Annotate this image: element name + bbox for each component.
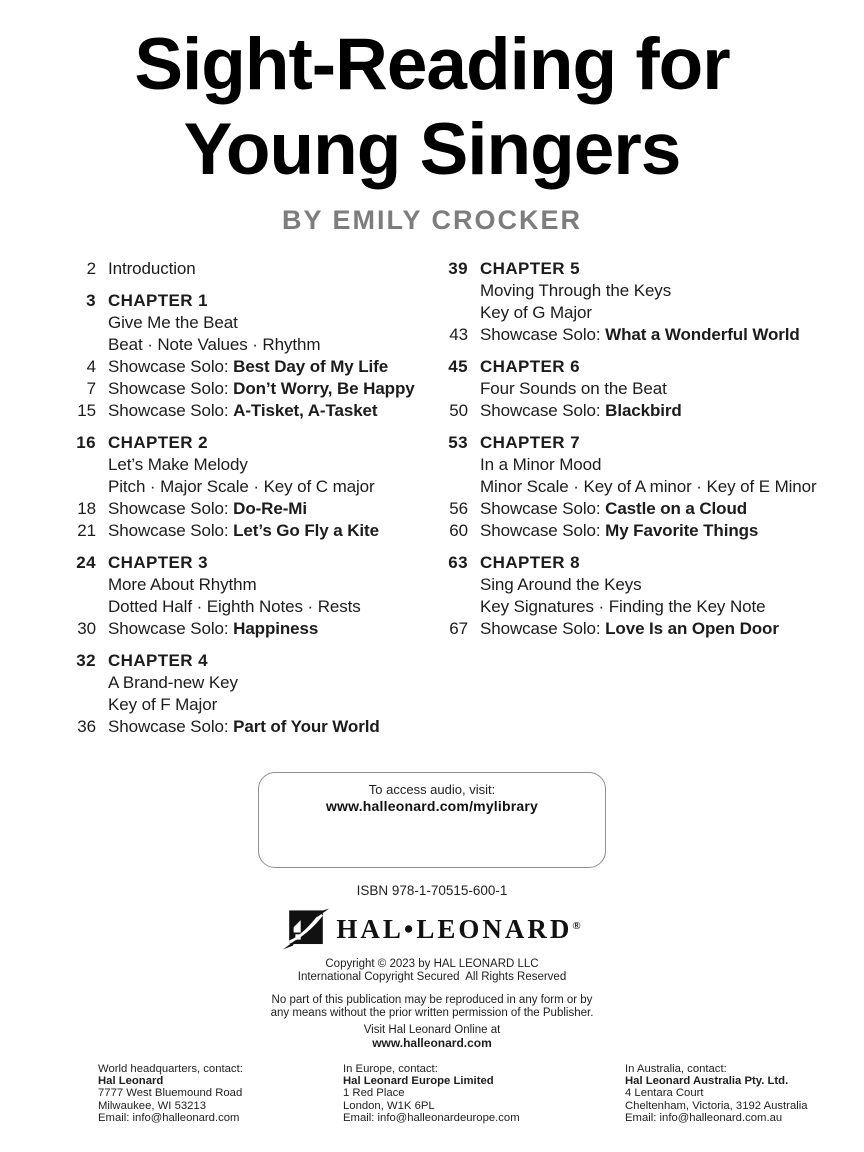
contact-line: 1 Red Place bbox=[343, 1087, 405, 1100]
contact-company-name: Hal Leonard Europe Limited bbox=[343, 1075, 494, 1088]
toc-entry-text: More About Rhythm bbox=[108, 575, 257, 594]
toc-chapter-row bbox=[59, 650, 431, 672]
toc-page-number: 39 bbox=[448, 259, 468, 278]
notice-line-1: No part of this publication may be reproduced in any form or by bbox=[271, 994, 593, 1006]
toc-page-number: 50 bbox=[449, 401, 468, 420]
toc-page-number bbox=[59, 672, 96, 694]
toc-chapter-row bbox=[59, 552, 431, 574]
toc-entry-text: Key of G Major bbox=[480, 303, 592, 322]
solo-song-title: What a Wonderful World bbox=[605, 325, 800, 344]
solo-prefix: Showcase Solo: bbox=[480, 401, 606, 420]
toc-entry-text: Give Me the Beat bbox=[108, 313, 238, 332]
toc-page-number bbox=[431, 596, 468, 618]
toc-page-number bbox=[59, 312, 96, 334]
toc-entry-text: Moving Through the Keys bbox=[480, 281, 672, 300]
toc-group bbox=[431, 432, 844, 542]
toc-page-number: 60 bbox=[449, 521, 468, 540]
toc-entry-row bbox=[59, 258, 431, 280]
toc-page-number: 18 bbox=[77, 499, 96, 518]
toc-page-number: 15 bbox=[77, 401, 96, 420]
toc-page-number: 7 bbox=[86, 379, 96, 398]
toc-page-number: 67 bbox=[449, 619, 468, 638]
toc-entry-text bbox=[108, 498, 307, 520]
toc-page-number bbox=[59, 574, 96, 596]
toc-page-number: 16 bbox=[76, 433, 96, 452]
contact-line: Milwaukee, WI 53213 bbox=[98, 1099, 206, 1112]
toc-column-left bbox=[59, 258, 431, 738]
toc-entry-text bbox=[480, 400, 682, 422]
toc-entry-text bbox=[108, 520, 379, 542]
solo-song-title: Best Day of My Life bbox=[233, 357, 389, 376]
copyright-line-2: International Copyright Secured All Rights Reserved bbox=[297, 971, 567, 983]
toc-solo-row bbox=[59, 716, 431, 738]
toc-page-number bbox=[59, 694, 96, 716]
toc-entry-row bbox=[431, 476, 844, 498]
toc-solo-row bbox=[59, 618, 431, 640]
toc-solo-row bbox=[59, 520, 431, 542]
visit-line: Visit Hal Leonard Online at bbox=[363, 1024, 501, 1036]
hal-leonard-url: www.halleonard.com bbox=[372, 1036, 492, 1050]
toc-entry-row bbox=[431, 280, 844, 302]
toc-entry-row bbox=[59, 476, 431, 498]
toc-entry-text: A Brand-new Key bbox=[108, 673, 238, 692]
toc-solo-row bbox=[59, 378, 431, 400]
toc-entry-text: Beat · Note Values · Rhythm bbox=[108, 335, 321, 354]
toc-entry-text: CHAPTER 8 bbox=[480, 553, 580, 572]
solo-prefix: Showcase Solo: bbox=[108, 401, 234, 420]
toc-entry-row bbox=[431, 574, 844, 596]
toc-group bbox=[59, 552, 431, 640]
toc-page-number: 56 bbox=[449, 499, 468, 518]
author-byline: BY EMILY CROCKER bbox=[281, 205, 583, 235]
toc-entry-text: Introduction bbox=[108, 259, 196, 278]
toc-page-number: 2 bbox=[86, 259, 96, 278]
toc-entry-row bbox=[431, 302, 844, 324]
toc-page-number: 36 bbox=[77, 717, 96, 736]
toc-entry-text: Key Signatures · Finding the Key Note bbox=[480, 597, 766, 616]
visit-online-block bbox=[0, 1024, 864, 1050]
notice-line-2: any means without the prior written permission of the Publisher. bbox=[270, 1007, 594, 1019]
toc-page-number bbox=[431, 476, 468, 498]
toc-solo-row bbox=[59, 498, 431, 520]
solo-prefix: Showcase Solo: bbox=[480, 499, 606, 518]
toc-entry-row bbox=[59, 672, 431, 694]
toc-page-number bbox=[59, 334, 96, 356]
toc-entry-text bbox=[108, 716, 380, 738]
toc-entry-text: Sing Around the Keys bbox=[480, 575, 642, 594]
table-of-contents bbox=[59, 258, 844, 738]
copyright-line-1: Copyright © 2023 by HAL LEONARD LLC bbox=[325, 958, 539, 970]
toc-entry-text: Let’s Make Melody bbox=[108, 455, 248, 474]
title-line-1: Sight-Reading for bbox=[134, 24, 730, 105]
contact-line: London, W1K 6PL bbox=[343, 1099, 435, 1112]
solo-prefix: Showcase Solo: bbox=[108, 379, 234, 398]
toc-solo-row bbox=[431, 618, 844, 640]
solo-prefix: Showcase Solo: bbox=[108, 521, 234, 540]
solo-song-title: Castle on a Cloud bbox=[605, 499, 748, 518]
toc-solo-row bbox=[431, 324, 844, 346]
toc-entry-text bbox=[108, 618, 318, 640]
contact-column bbox=[625, 1063, 808, 1124]
toc-page-number bbox=[431, 378, 468, 400]
contact-column bbox=[343, 1063, 520, 1124]
toc-group bbox=[59, 290, 431, 422]
toc-entry-text: CHAPTER 2 bbox=[108, 433, 208, 452]
toc-chapter-row bbox=[431, 258, 844, 280]
toc-solo-row bbox=[59, 400, 431, 422]
toc-entry-row bbox=[59, 312, 431, 334]
toc-entry-text bbox=[108, 356, 388, 378]
toc-entry-row bbox=[431, 378, 844, 400]
reproduction-notice bbox=[0, 994, 864, 1020]
page-title bbox=[0, 22, 864, 192]
toc-entry-text bbox=[108, 378, 415, 400]
toc-entry-row bbox=[431, 596, 844, 618]
toc-page-number bbox=[431, 454, 468, 476]
solo-song-title: My Favorite Things bbox=[605, 521, 759, 540]
toc-group bbox=[431, 552, 844, 640]
toc-page-number: 45 bbox=[448, 357, 468, 376]
solo-song-title: Don’t Worry, Be Happy bbox=[233, 379, 415, 398]
toc-entry-text: CHAPTER 4 bbox=[108, 651, 208, 670]
toc-entry-text: CHAPTER 6 bbox=[480, 357, 580, 376]
hal-leonard-logo-text bbox=[336, 914, 580, 945]
contact-line: 7777 West Bluemound Road bbox=[98, 1087, 243, 1100]
solo-song-title: Happiness bbox=[233, 619, 319, 638]
solo-prefix: Showcase Solo: bbox=[108, 357, 234, 376]
toc-entry-text: Minor Scale · Key of A minor · Key of E Minor bbox=[480, 477, 817, 496]
audio-access-box bbox=[258, 772, 606, 868]
toc-entry-text: CHAPTER 3 bbox=[108, 553, 208, 572]
solo-song-title: Love Is an Open Door bbox=[605, 619, 779, 638]
contact-column bbox=[98, 1063, 243, 1124]
toc-page-number: 3 bbox=[86, 291, 96, 310]
toc-chapter-row bbox=[431, 356, 844, 378]
solo-prefix: Showcase Solo: bbox=[108, 619, 234, 638]
toc-page-number bbox=[431, 280, 468, 302]
toc-entry-text: Dotted Half · Eighth Notes · Rests bbox=[108, 597, 361, 616]
toc-entry-row bbox=[59, 574, 431, 596]
toc-page-number bbox=[59, 596, 96, 618]
title-line-2: Young Singers bbox=[183, 109, 681, 190]
toc-group bbox=[59, 258, 431, 280]
toc-group bbox=[59, 432, 431, 542]
toc-chapter-row bbox=[59, 432, 431, 454]
solo-song-title: Let’s Go Fly a Kite bbox=[233, 521, 379, 540]
toc-solo-row bbox=[59, 356, 431, 378]
toc-page-number: 43 bbox=[449, 325, 468, 344]
hal-leonard-logo bbox=[0, 907, 864, 951]
toc-solo-row bbox=[431, 520, 844, 542]
hal-leonard-logo-icon bbox=[283, 907, 329, 951]
toc-group bbox=[431, 356, 844, 422]
toc-page-number: 53 bbox=[448, 433, 468, 452]
toc-page-number: 24 bbox=[76, 553, 96, 572]
solo-prefix: Showcase Solo: bbox=[480, 325, 606, 344]
solo-prefix: Showcase Solo: bbox=[480, 619, 606, 638]
toc-entry-row bbox=[59, 454, 431, 476]
contact-heading: In Australia, contact: bbox=[625, 1063, 727, 1075]
contact-heading: World headquarters, contact: bbox=[98, 1063, 243, 1075]
toc-entry-text: Four Sounds on the Beat bbox=[480, 379, 667, 398]
toc-page-number bbox=[59, 476, 96, 498]
toc-entry-row bbox=[431, 454, 844, 476]
toc-entry-text bbox=[480, 520, 758, 542]
solo-song-title: Blackbird bbox=[605, 401, 682, 420]
toc-entry-row bbox=[59, 694, 431, 716]
contact-line: Email: info@halleonardeurope.com bbox=[343, 1111, 520, 1124]
audio-access-label: To access audio, visit: bbox=[368, 782, 496, 797]
toc-page-number bbox=[431, 302, 468, 324]
toc-entry-text bbox=[480, 498, 747, 520]
toc-entry-text: In a Minor Mood bbox=[480, 455, 602, 474]
solo-prefix: Showcase Solo: bbox=[480, 521, 606, 540]
contact-line: 4 Lentara Court bbox=[625, 1087, 704, 1100]
contact-footer bbox=[0, 1063, 864, 1133]
toc-group bbox=[59, 650, 431, 738]
toc-entry-text bbox=[108, 400, 377, 422]
toc-entry-text: CHAPTER 5 bbox=[480, 259, 580, 278]
toc-entry-text bbox=[480, 324, 800, 346]
toc-column-right bbox=[431, 258, 844, 738]
toc-entry-text bbox=[480, 618, 779, 640]
contact-line: Email: info@halleonard.com bbox=[98, 1111, 240, 1124]
toc-entry-row bbox=[59, 596, 431, 618]
toc-page-number: 63 bbox=[448, 553, 468, 572]
toc-page-number: 4 bbox=[86, 357, 96, 376]
copyright-block bbox=[0, 958, 864, 984]
toc-entry-row bbox=[59, 334, 431, 356]
contact-company-name: Hal Leonard Australia Pty. Ltd. bbox=[625, 1075, 789, 1088]
solo-song-title: Part of Your World bbox=[233, 717, 380, 736]
isbn-text: ISBN 978-1-70515-600-1 bbox=[356, 883, 508, 898]
contact-heading: In Europe, contact: bbox=[343, 1063, 438, 1075]
toc-group bbox=[431, 258, 844, 346]
solo-prefix: Showcase Solo: bbox=[108, 717, 234, 736]
logo-wordmark: HAL•LEONARD bbox=[336, 913, 573, 944]
toc-entry-text: CHAPTER 7 bbox=[480, 433, 580, 452]
toc-entry-text: Pitch · Major Scale · Key of C major bbox=[108, 477, 375, 496]
contact-line: Cheltenham, Victoria, 3192 Australia bbox=[625, 1099, 808, 1112]
toc-entry-text: CHAPTER 1 bbox=[108, 291, 208, 310]
toc-page-number: 32 bbox=[76, 651, 96, 670]
audio-access-url: www.halleonard.com/mylibrary bbox=[325, 798, 539, 814]
toc-solo-row bbox=[431, 400, 844, 422]
registered-mark: ® bbox=[572, 919, 581, 932]
solo-song-title: Do-Re-Mi bbox=[233, 499, 307, 518]
solo-song-title: A-Tisket, A-Tasket bbox=[233, 401, 378, 420]
toc-chapter-row bbox=[59, 290, 431, 312]
toc-solo-row bbox=[431, 498, 844, 520]
toc-chapter-row bbox=[431, 432, 844, 454]
contact-line: Email: info@halleonard.com.au bbox=[625, 1111, 783, 1124]
toc-page-number bbox=[59, 454, 96, 476]
toc-page-number: 30 bbox=[77, 619, 96, 638]
toc-entry-text: Key of F Major bbox=[108, 695, 218, 714]
solo-prefix: Showcase Solo: bbox=[108, 499, 234, 518]
toc-page-number: 21 bbox=[77, 521, 96, 540]
toc-page-number bbox=[431, 574, 468, 596]
contact-company-name: Hal Leonard bbox=[98, 1075, 164, 1088]
toc-chapter-row bbox=[431, 552, 844, 574]
